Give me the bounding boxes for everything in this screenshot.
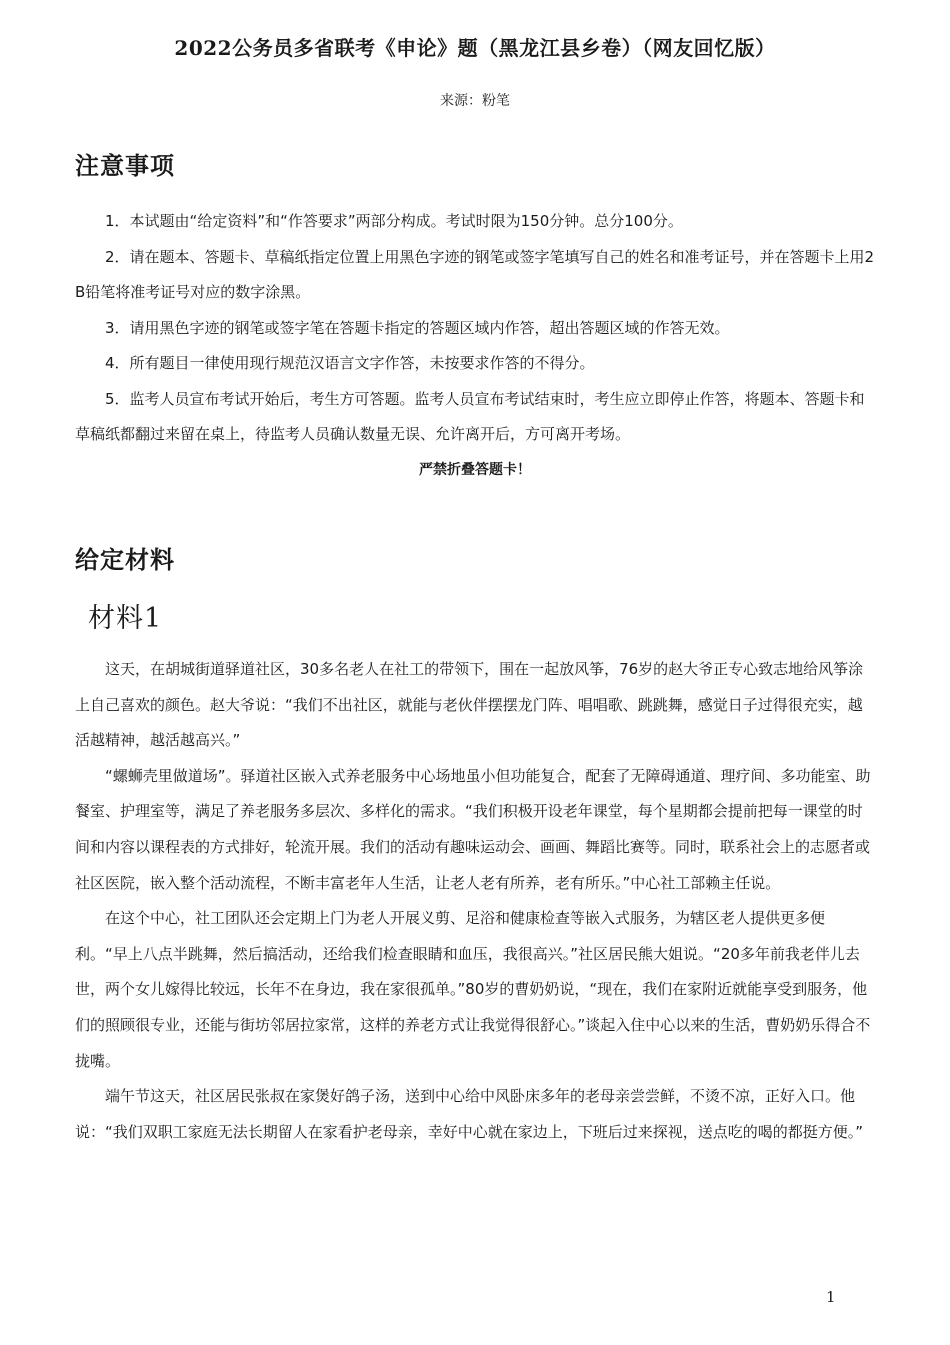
document-title: 2022公务员多省联考《申论》题（黑龙江县乡卷）（网友回忆版） xyxy=(174,36,776,60)
materials-heading: 给定材料 xyxy=(75,546,175,574)
no-folding-warning: 严禁折叠答题卡！ xyxy=(419,461,531,478)
source-line: 来源：粉笔 xyxy=(440,93,510,109)
note-item-5: 5．监考人员宣布考试开始后，考生方可答题。监考人员宣布考试结束时，考生应立即停止作答，将题本、答题卡和草稿纸都翻过来留在桌上，待监考人员确认数量无误、允许离开后，方可离开考场。 xyxy=(75,389,865,443)
notes-heading: 注意事项 xyxy=(75,152,175,180)
note-item-1: 1．本试题由“给定资料”和“作答要求”两部分构成。考试时限为150分钟。总分100分。 xyxy=(105,212,683,230)
material-paragraph-4: 端午节这天，社区居民张叔在家煲好鸽子汤，送到中心给中风卧床多年的老母亲尝尝鲜，不烫不凉，正好入口。他说：“我们双职工家庭无法长期留人在家看护老母亲，幸好中心就在家边上，下班后过来探视，送点吃的喝的都挺方便。” xyxy=(75,1087,864,1141)
notes-list xyxy=(75,204,875,488)
page-number: 1 xyxy=(826,1288,836,1306)
material-1-body xyxy=(75,652,875,1150)
note-item-4: 4．所有题目一律使用现行规范汉语言文字作答，未按要求作答的不得分。 xyxy=(105,354,595,372)
material-paragraph-1: 这天，在胡城街道驿道社区，30多名老人在社工的带领下，围在一起放风筝，76岁的赵大爷正专心致志地给风筝涂上自己喜欢的颜色。赵大爷说：“我们不出社区，就能与老伙伴摆摆龙门阵、唱唱歌、跳跳舞，感觉日子过得很充实，越活越精神，越活越高兴。” xyxy=(75,660,864,750)
material-paragraph-3: 在这个中心，社工团队还会定期上门为老人开展义剪、足浴和健康检查等嵌入式服务，为辖区老人提供更多便利。“早上八点半跳舞，然后搞活动，还给我们检查眼睛和血压，我很高兴。”社区居民熊大姐说。“20多年前我老伴儿去世，两个女儿嫁得比较远，长年不在身边，我在家很孤单。”80岁的曹奶奶说，“现在，我们在家附近就能享受到服务，他们的照顾很专业，还能与街坊邻居拉家常，这样的养老方式让我觉得很舒心。”谈起入住中心以来的生活，曹奶奶乐得合不拢嘴。 xyxy=(75,909,871,1070)
material-1-title: 材料1 xyxy=(88,603,163,634)
note-item-2: 2．请在题本、答题卡、草稿纸指定位置上用黑色字迹的钢笔或签字笔填写自己的姓名和准考证号，并在答题卡上用2B铅笔将准考证号对应的数字涂黑。 xyxy=(75,247,875,301)
note-item-3: 3．请用黑色字迹的钢笔或签字笔在答题卡指定的答题区域内作答，超出答题区域的作答无效。 xyxy=(105,318,730,337)
material-paragraph-2: “螺蛳壳里做道场”。驿道社区嵌入式养老服务中心场地虽小但功能复合，配套了无障碍通道、理疗间、多功能室、助餐室、护理室等，满足了养老服务多层次、多样化的需求。“我们积极开设老年课堂，每个星期都会提前把每一课堂的时间和内容以课程表的方式排好，轮流开展。我们的活动有趣味运动会、画画、舞蹈比赛等。同时，联系社会上的志愿者或社区医院，嵌入整个活动流程，不断丰富老年人生活，让老人老有所养，老有所乐。”中心社工部赖主任说。 xyxy=(75,766,871,892)
